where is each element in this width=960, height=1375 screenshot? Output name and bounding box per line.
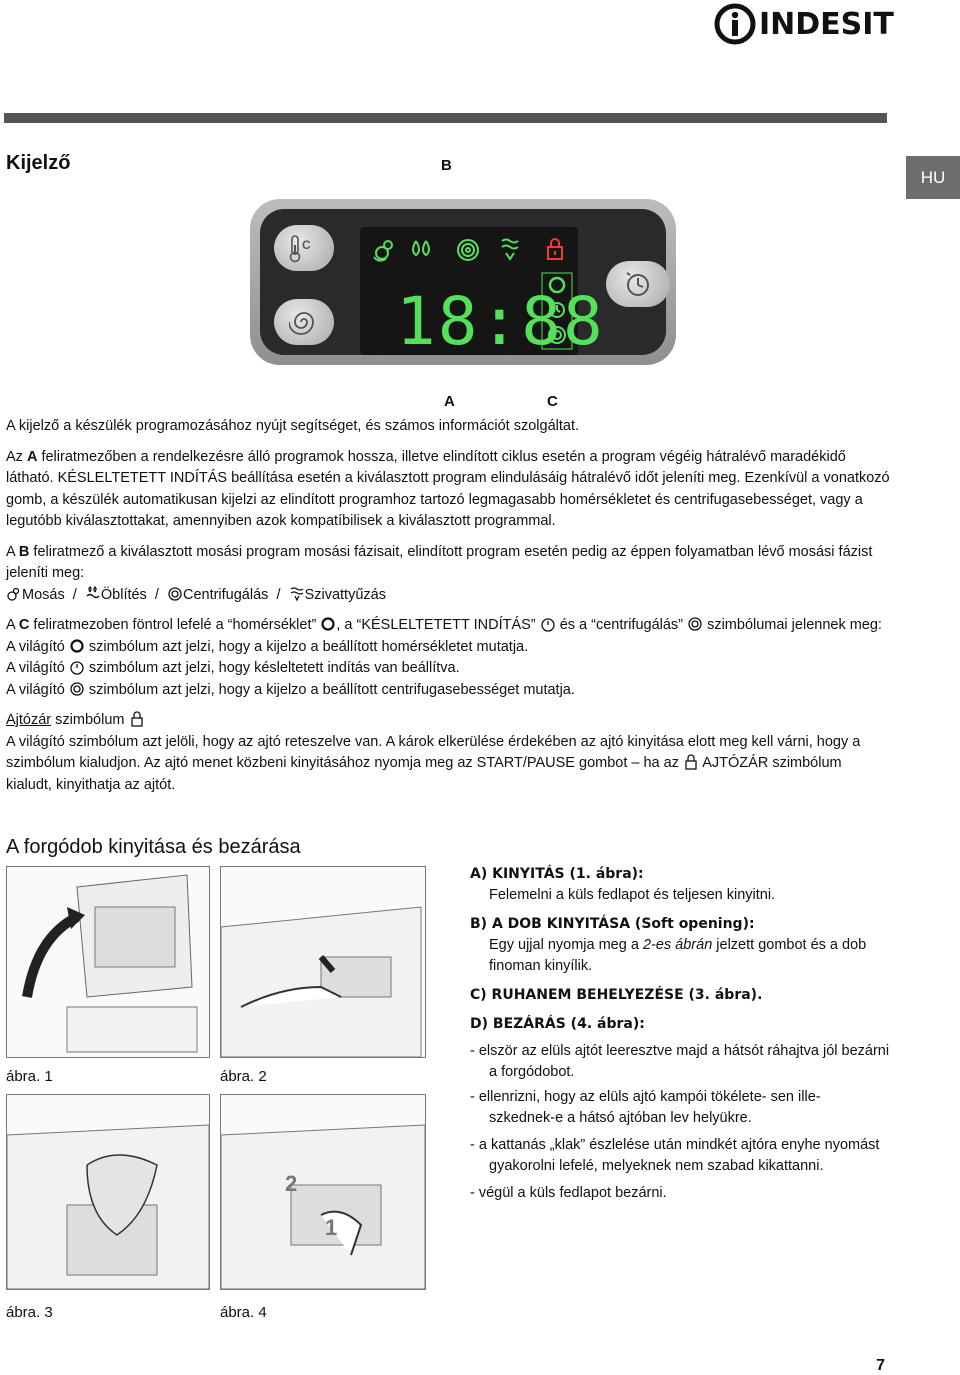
door-lock-inline-icon (683, 754, 699, 770)
step-a-text: Felemelni a küls fedlapot és teljesen kinyitni. (489, 887, 776, 903)
phases-line: Mosás / Öblítés / Centrifugálás / Szivattyűzás (6, 585, 891, 607)
label-a: A (444, 393, 455, 410)
drain-phase-icon (502, 240, 518, 260)
figure-4-label: ábra. 4 (220, 1304, 267, 1321)
temperature-button (274, 225, 334, 271)
spin-small-icon (167, 586, 183, 602)
drain-icon (289, 586, 305, 602)
soft-open-button-illustration (221, 867, 425, 1057)
delay-clock-icon (623, 269, 653, 299)
figure-1 (6, 866, 210, 1058)
time-digits: 18:88 (396, 283, 605, 360)
delay-start-button (606, 261, 670, 307)
lock-title-line: Ajtózár szimbólum (6, 710, 891, 732)
light-temp-line: A világító szimbólum azt jelzi, hogy a kijelzo a beállított homérsékletet mutatja. (6, 638, 529, 655)
figure-4 (220, 1094, 426, 1290)
brand-text: INDESIT (759, 7, 894, 42)
section-title: Kijelző (6, 152, 71, 174)
door-lock-icon (129, 711, 145, 727)
language-tab: HU (906, 156, 960, 199)
closing-drum-illustration (221, 1095, 425, 1289)
fig4-number-2: 2 (285, 1171, 298, 1196)
bullet-1: - elször az elüls ajtót leeresztve majd a hátsót ráhajtva jól bezárni a forgódobot. (470, 1043, 890, 1080)
spin-phase-icon (458, 240, 478, 260)
fig4-number-1: 1 (325, 1215, 338, 1240)
step-c-title: C) RUHANEM BEHELYEZÉSE (3. ábra). (470, 987, 763, 1003)
lcd-display (360, 227, 605, 360)
temp-lit-icon (69, 638, 85, 654)
loading-laundry-illustration (7, 1095, 209, 1289)
thermometer-icon (284, 233, 324, 263)
body-text (6, 416, 891, 796)
display-panel (250, 199, 676, 365)
figure-2 (220, 866, 426, 1058)
step-b-text: Egy ujjal nyomja meg a 2-es ábrán jelzett gombot és a dob finoman kinyílik. (489, 937, 867, 974)
wash-phase-icon (374, 241, 392, 261)
figure-1-label: ábra. 1 (6, 1068, 53, 1085)
temp-symbol-icon (320, 616, 336, 632)
spin-button (274, 299, 334, 345)
a-paragraph: Az A feliratmezőben a rendelkezésre álló programok hossza, illetve elindított ciklus esetén a program végéig hátralévő maradékidő látható. KÉSLELTETETT INDÍTÁS beállítása esetén a kiválasztott program elindulásáig hátralévő időt jeleníti meg. Ezenkívül a vonatkozó gomb, a készülék automatikusan kijelzi az elindított programhoz tartozó legmagasabb homérsékletet és centrifugasebességet, vagy a legutóbb kiválasztottakat, amennyiben azok kompatíbilisek a kiválasztott programmal. (6, 448, 890, 529)
top-divider (4, 113, 887, 123)
label-b: B (441, 157, 452, 174)
spin-icon (289, 307, 319, 337)
step-b-title: B) A DOB KINYITÁSA (Soft opening): (470, 916, 755, 932)
rinse-phase-icon (413, 241, 429, 255)
figure-3-label: ábra. 3 (6, 1304, 53, 1321)
instructions-column (470, 864, 890, 1204)
bullet-4: - végül a küls fedlapot bezárni. (470, 1185, 667, 1201)
light-delay-line: A világító szimbólum azt jelzi, hogy késleltetett indítás van beállítva. (6, 660, 460, 676)
page-number: 7 (876, 1357, 885, 1374)
bullet-3: - a kattanás „klak” észlelése után mindkét ajtóra enyhe nyomást gyakorolni lefelé, melyeknek nem szabad kikattanni. (470, 1137, 880, 1174)
brand-logo (713, 2, 894, 46)
delay-lit-icon (69, 659, 85, 675)
svg-text:C: C (302, 238, 311, 252)
delay-symbol-icon (540, 616, 556, 632)
c-paragraph: A C feliratmezoben föntrol lefelé a “homérséklet” , a “KÉSLELTETETT INDÍTÁS” és a “centrifugálás” szimbólumai jelennek meg: (6, 617, 882, 633)
door-lock-lcd-icon (548, 239, 562, 259)
washer-open-lid-illustration (7, 867, 209, 1057)
light-spin-line: A világító szimbólum azt jelzi, hogy a kijelzo a beállított centrifugasebességet mutatja. (6, 681, 575, 698)
wash-icon (6, 586, 22, 602)
intro-paragraph: A kijelző a készülék programozásához nyújt segítséget, és számos információt szolgáltat. (6, 418, 580, 434)
figure-2-label: ábra. 2 (220, 1068, 267, 1085)
lock-paragraph: A világító szimbólum azt jelöli, hogy az ajtó reteszelve van. A károk elkerülése érdekében az ajtó kinyitása elott meg kell várni, hogy a szimbólum kialudjon. Az ajtó menet közbeni kinyitásához nyomja meg az START/PAUSE gombot – ha az AJTÓZÁR szimbólum kialudt, kinyithatja az ajtót. (6, 733, 861, 793)
drum-section-title: A forgódob kinyitása és bezárása (6, 836, 301, 858)
step-a-title: A) KINYITÁS (1. ábra): (470, 866, 644, 882)
b-paragraph: A B feliratmező a kiválasztott mosási program mosási fázisait, elindított program esetén pedig az éppen folyamatban lévő mosási fázist jeleníti meg: (6, 543, 873, 581)
spin-symbol-icon (687, 616, 703, 632)
rinse-icon (85, 586, 101, 602)
figure-3 (6, 1094, 210, 1290)
bullet-2: - ellenrizni, hogy az elüls ajtó kampói tökélete- sen ille- szkednek-e a hátsó ajtóban lev helyükre. (470, 1089, 821, 1126)
label-c: C (547, 393, 558, 410)
step-d-title: D) BEZÁRÁS (4. ábra): (470, 1016, 645, 1032)
spin-lit-icon (69, 681, 85, 697)
